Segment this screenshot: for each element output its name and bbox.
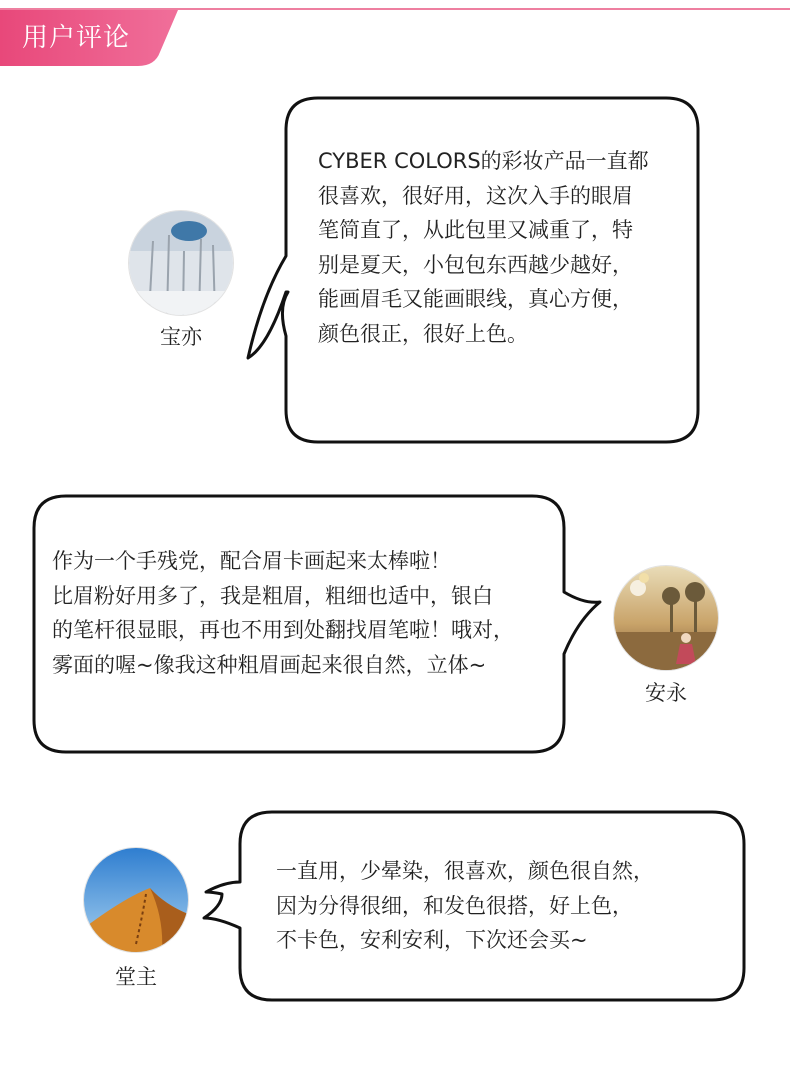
review-text: CYBER COLORS的彩妆产品一直都 很喜欢，很好用，这次入手的眼眉 笔简直了，从此包里又减重了，特 别是夏天，小包包东西越少越好， 能画眉毛又能画眼线，真心方便， 颜色很正，很好上色。 <box>318 149 649 346</box>
reviewer-name: 安永 <box>645 681 687 705</box>
section-header-tab <box>0 10 178 66</box>
snowy-forest-avatar <box>129 211 233 315</box>
review-card <box>0 810 790 1004</box>
sunset-field-girl-avatar <box>614 566 718 670</box>
reviewer-name: 宝亦 <box>160 325 202 349</box>
section-title: 用户评论 <box>22 23 131 53</box>
review-text: 作为一个手残党，配合眉卡画起来太棒啦！ 比眉粉好用多了，我是粗眉，粗细也适中，银白 的笔杆很显眼，再也不用到处翻找眉笔啦！哦对， 雾面的喔~像我这种粗眉画起来很自然，立体~ <box>52 549 514 677</box>
review-text: 一直用，少晕染，很喜欢，颜色很自然， 因为分得很细，和发色很搭，好上色， 不卡色，安利安利，下次还会买~ <box>276 859 654 952</box>
review-card <box>0 96 790 446</box>
reviewer-name: 堂主 <box>115 965 157 989</box>
desert-dune-avatar <box>84 848 188 952</box>
review-card <box>0 494 790 756</box>
